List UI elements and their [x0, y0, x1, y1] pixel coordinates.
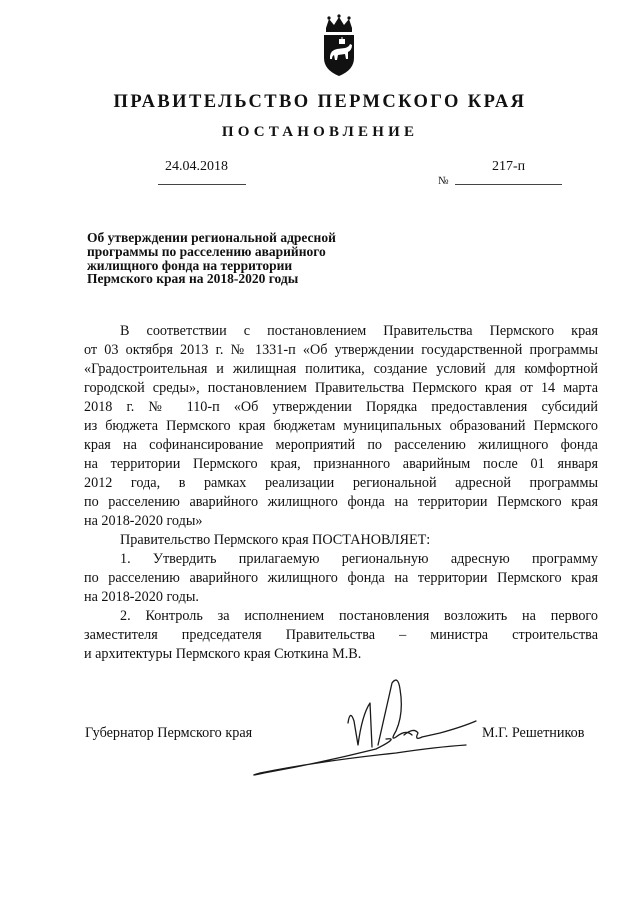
preamble-line: края на софинансирование мероприятий по расселению жилищного фонда	[84, 437, 598, 453]
document-body	[84, 322, 598, 664]
signer-position: Губернатор Пермского края	[85, 725, 253, 741]
preamble-line: городской среды», постановлением Правительства Пермского края от 14 марта	[84, 380, 598, 396]
subject-line: Пермского края на 2018-2020 годы	[87, 271, 299, 287]
signature-icon	[200, 675, 490, 795]
subject-line: жилищного фонда на территории	[87, 257, 293, 273]
preamble-line: 2018 г. № 110-п «Об утверждении Порядка предоставления субсидий	[84, 399, 598, 415]
preamble-line: «Градостроительная и жилищная политика, создание условий для комфортной	[84, 361, 598, 377]
preamble-line: из бюджета Пермского края бюджетам муниципальных образований Пермского	[84, 418, 598, 434]
signer-name: М.Г. Решетников	[482, 725, 585, 741]
document-type: ПОСТАНОВЛЕНИЕ	[221, 124, 419, 140]
item1-line: на 2018-2020 годы.	[84, 589, 199, 605]
preamble-line: от 03 октября 2013 г. № 1331-п «Об утверждении государственной программы	[84, 342, 598, 358]
item1-line: по расселению аварийного жилищного фонда на территории Пермского края	[84, 570, 598, 586]
date-underline	[158, 184, 246, 185]
item1-line: 1. Утвердить прилагаемую региональную адресную программу	[120, 551, 598, 567]
preamble-line: на территории Пермского края, признанного аварийным после 01 января	[84, 456, 598, 472]
preamble-line: по расселению аварийного жилищного фонда на территории Пермского края	[84, 494, 598, 510]
item2-line: и архитектуры Пермского края Сюткина М.В.	[84, 646, 362, 662]
number-underline	[455, 184, 562, 185]
item2-line: 2. Контроль за исполнением постановления возложить на первого	[120, 608, 598, 624]
subject-line: Об утверждении региональной адресной	[87, 230, 336, 245]
document-subject	[87, 231, 387, 286]
coat-of-arms-icon	[318, 14, 360, 78]
preamble-line: на 2018-2020 годы»	[84, 513, 203, 529]
preamble-line: В соответствии с постановлением Правительства Пермского края	[120, 323, 598, 339]
subject-line: программы по расселению аварийного	[87, 243, 326, 259]
number-sign: №	[438, 175, 449, 187]
document-number: 217-п	[492, 159, 526, 174]
preamble-line: 2012 года, в рамках реализации региональной адресной программы	[84, 475, 598, 491]
item2-line: заместителя председателя Правительства – министра строительства	[84, 627, 598, 643]
document-date: 24.04.2018	[165, 159, 228, 174]
government-title: ПРАВИТЕЛЬСТВО ПЕРМСКОГО КРАЯ	[113, 92, 527, 112]
resolves-line: Правительство Пермского края ПОСТАНОВЛЯЕТ:	[120, 532, 431, 548]
